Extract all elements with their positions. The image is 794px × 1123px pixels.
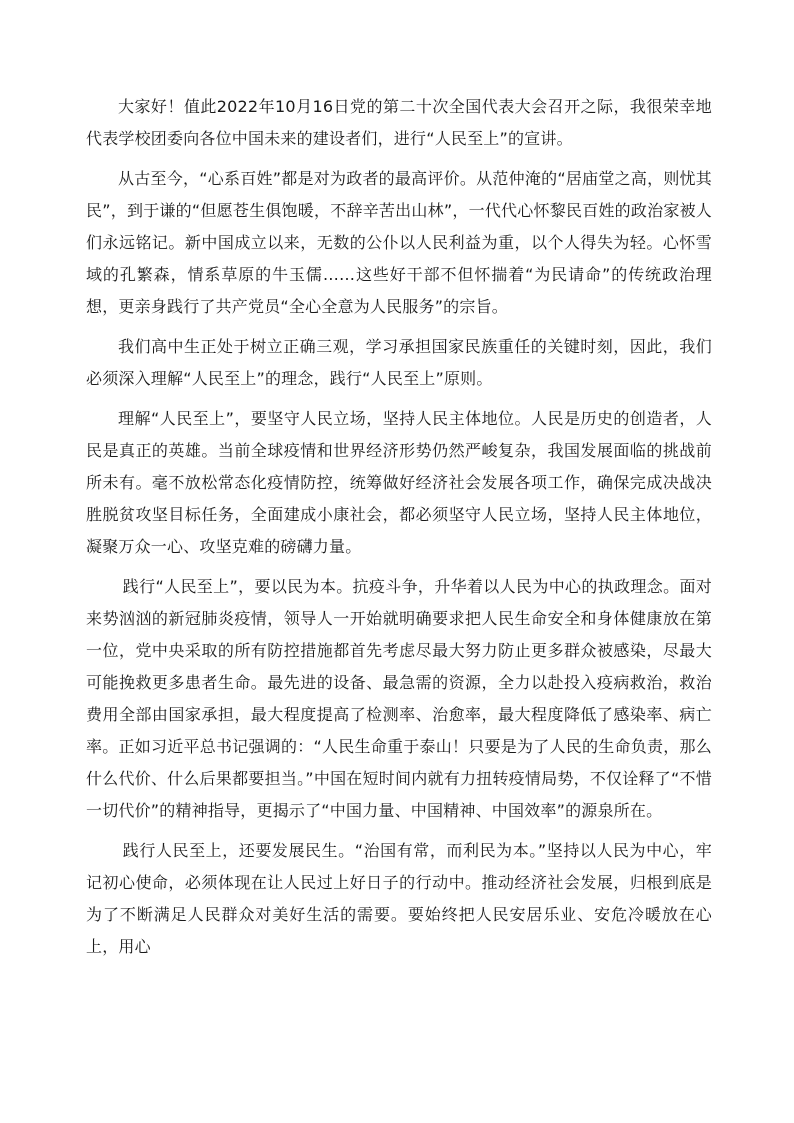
- paragraph-students: 我们高中生正处于树立正确三观，学习承担国家民族重任的关键时刻，因此，我们必须深入理解“人民至上”的理念，践行“人民至上”原则。: [86, 337, 712, 388]
- paragraph-practice-people-first: 践行“人民至上”，要以民为本。抗疫斗争，升华着以人民为中心的执政理念。面对来势汹汹的新冠肺炎疫情，领导人一开始就明确要求把人民生命安全和身体健康放在第一位，党中央采取的所有防控措施都首先考虑尽最大努力防止更多群众被感染，尽最大可能挽救更多患者生命。最先进的设备、最急需的资源，全力以赴投入疫病救治，救治费用全部由国家承担，最大程度提高了检测率、治愈率，最大程度降低了感染率、病亡率。正如习近平总书记强调的：“人民生命重于泰山！只要是为了人民的生命负责，那么什么代价、什么后果都要担当。”中国在短时间内就有力扭转疫情局势，不仅诠释了“不惜一切代价”的精神指导，更揭示了“中国力量、中国精神、中国效率”的源泉所在。: [86, 577, 712, 820]
- paragraph-livelihood: 践行人民至上，还要发展民生。“治国有常，而利民为本。”坚持以人民为中心，牢记初心使命，必须体现在让人民过上好日子的行动中。推动经济社会发展，归根到底是为了不断满足人民群众对美好生活的需要。要始终把人民安居乐业、安危冷暖放在心上，用心: [86, 841, 712, 956]
- paragraph-greeting: 大家好！值此2022年10月16日党的第二十次全国代表大会召开之际，我很荣幸地代表学校团委向各位中国未来的建设者们，进行“人民至上”的宣讲。: [86, 97, 712, 148]
- document-body: [86, 91, 712, 963]
- paragraph-history: 从古至今，“心系百姓”都是对为政者的最高评价。从范仲淹的“居庙堂之高，则忧其民”，到于谦的“但愿苍生俱饱暖，不辞辛苦出山林”，一代代心怀黎民百姓的政治家被人们永远铭记。新中国成立以来，无数的公仆以人民利益为重，以个人得失为轻。心怀雪域的孔繁森，情系草原的牛玉儒……这些好干部不但怀揣着“为民请命”的传统政治理想，更亲身践行了共产党员“全心全意为人民服务”的宗旨。: [86, 169, 712, 316]
- paragraph-understanding: 理解“人民至上”，要坚守人民立场，坚持人民主体地位。人民是历史的创造者，人民是真正的英雄。当前全球疫情和世界经济形势仍然严峻复杂，我国发展面临的挑战前所未有。毫不放松常态化疫情防控，统筹做好经济社会发展各项工作，确保完成决战决胜脱贫攻坚目标任务，全面建成小康社会，都必须坚守人民立场，坚持人民主体地位，凝聚万众一心、攻坚克难的磅礴力量。: [86, 409, 712, 556]
